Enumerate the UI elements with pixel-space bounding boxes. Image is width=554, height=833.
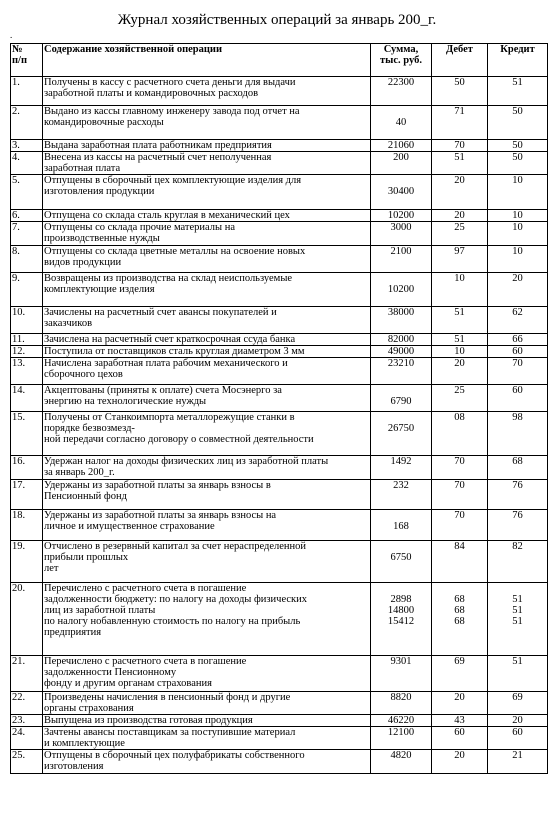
row-description: Удержаны из заработной платы за январь взносы в Пенсионный фонд	[43, 480, 371, 510]
row-number: 8.	[11, 246, 43, 273]
row-debit: 25	[432, 385, 488, 412]
row-description: Зачислены на расчетный счет авансы покупателей и заказчиков	[43, 307, 371, 334]
table-row	[11, 346, 548, 358]
row-debit: 10	[432, 273, 488, 307]
table-row	[11, 273, 548, 307]
row-debit: 60	[432, 727, 488, 750]
row-number: 23.	[11, 715, 43, 727]
header-description: Содержание хозяйственной операции	[43, 44, 371, 77]
row-description: Возвращены из производства на склад неиспользуемые комплектующие изделия	[43, 273, 371, 307]
table-row	[11, 152, 548, 175]
row-description: Отпущена со склада сталь круглая в механический цех	[43, 210, 371, 222]
row-sum: 30400	[371, 175, 432, 210]
row-credit: 60	[488, 346, 548, 358]
row-credit: 51	[488, 656, 548, 692]
row-debit: 20	[432, 175, 488, 210]
row-credit: 21	[488, 750, 548, 774]
row-description: Выпущена из производства готовая продукция	[43, 715, 371, 727]
row-number: 24.	[11, 727, 43, 750]
row-credit: 50	[488, 106, 548, 140]
row-credit: 70	[488, 358, 548, 385]
row-debit: 70	[432, 140, 488, 152]
row-number: 20.	[11, 583, 43, 656]
row-description: Удержаны из заработной платы за январь взносы на личное и имущественное страхование	[43, 510, 371, 541]
row-number: 25.	[11, 750, 43, 774]
row-credit: 20	[488, 273, 548, 307]
table-row	[11, 385, 548, 412]
row-sum: 26750	[371, 412, 432, 456]
row-debit: 43	[432, 715, 488, 727]
row-description: Начислена заработная плата рабочим механического и сборочного цехов	[43, 358, 371, 385]
row-credit: 76	[488, 480, 548, 510]
row-sum: 10200	[371, 210, 432, 222]
row-sum: 200	[371, 152, 432, 175]
row-number: 12.	[11, 346, 43, 358]
row-description: Зачислена на расчетный счет краткосрочная ссуда банка	[43, 334, 371, 346]
row-number: 22.	[11, 692, 43, 715]
row-description: Отпущены в сборочный цех полуфабрикаты собственного изготовления	[43, 750, 371, 774]
row-credit: 10	[488, 222, 548, 246]
row-credit: 76	[488, 510, 548, 541]
row-sum: 9301	[371, 656, 432, 692]
row-credit: 82	[488, 541, 548, 583]
row-description: Акцептованы (приняты к оплате) счета Мосэнерго за энергию на технологические нужды	[43, 385, 371, 412]
row-debit: 20	[432, 210, 488, 222]
table-row	[11, 541, 548, 583]
row-description: Отпущены со склада цветные металлы на освоение новых видов продукции	[43, 246, 371, 273]
row-credit: 51 51 51	[488, 583, 548, 656]
row-description: Отпущены со склада прочие материалы на производственные нужды	[43, 222, 371, 246]
row-sum: 2100	[371, 246, 432, 273]
row-debit: 20	[432, 358, 488, 385]
row-credit: 60	[488, 385, 548, 412]
row-debit: 20	[432, 750, 488, 774]
table-row	[11, 307, 548, 334]
row-number: 16.	[11, 456, 43, 480]
table-row	[11, 750, 548, 774]
table-row	[11, 715, 548, 727]
row-sum: 10200	[371, 273, 432, 307]
row-credit: 20	[488, 715, 548, 727]
table-row	[11, 175, 548, 210]
row-sum: 6790	[371, 385, 432, 412]
table-row	[11, 210, 548, 222]
row-sum: 8820	[371, 692, 432, 715]
page-title: Журнал хозяйственных операций за январь 200_г.	[117, 12, 437, 28]
row-description: Перечислено с расчетного счета в погашение задолженности Пенсионному фонду и другим органам страхования	[43, 656, 371, 692]
row-debit: 20	[432, 692, 488, 715]
row-sum: 168	[371, 510, 432, 541]
header-credit: Кредит	[488, 44, 548, 77]
row-number: 19.	[11, 541, 43, 583]
row-debit: 25	[432, 222, 488, 246]
row-sum: 2898 14800 15412	[371, 583, 432, 656]
row-description: Получены от Станкоимпорта металлорежущие станки в порядке безвозмезд- ной передачи согласно договору о совместной деятельности	[43, 412, 371, 456]
table-row	[11, 656, 548, 692]
table-row	[11, 510, 548, 541]
row-credit: 68	[488, 456, 548, 480]
row-debit: 71	[432, 106, 488, 140]
row-description: Выдана заработная плата работникам предприятия	[43, 140, 371, 152]
row-sum: 3000	[371, 222, 432, 246]
row-description: Отчислено в резервный капитал за счет нераспределенной прибыли прошлых лет	[43, 541, 371, 583]
table-row	[11, 358, 548, 385]
row-sum: 6750	[371, 541, 432, 583]
row-number: 18.	[11, 510, 43, 541]
row-debit: 84	[432, 541, 488, 583]
row-sum: 22300	[371, 77, 432, 106]
row-sum: 40	[371, 106, 432, 140]
row-sum: 38000	[371, 307, 432, 334]
row-sum: 12100	[371, 727, 432, 750]
table-row	[11, 106, 548, 140]
row-number: 21.	[11, 656, 43, 692]
table-row	[11, 334, 548, 346]
header-debit: Дебет	[432, 44, 488, 77]
table-row	[11, 456, 548, 480]
row-description: Произведены начисления в пенсионный фонд и другие органы страхования	[43, 692, 371, 715]
row-sum: 23210	[371, 358, 432, 385]
row-credit: 10	[488, 210, 548, 222]
row-number: 1.	[11, 77, 43, 106]
header-number: № п/п	[11, 44, 43, 77]
row-debit: 70	[432, 510, 488, 541]
row-debit: 68 68 68	[432, 583, 488, 656]
row-credit: 10	[488, 246, 548, 273]
row-description: Выдано из кассы главному инженеру завода под отчет на командировочные расходы	[43, 106, 371, 140]
row-number: 7.	[11, 222, 43, 246]
row-credit: 50	[488, 140, 548, 152]
row-description: Отпущены в сборочный цех комплектующие изделия для изготовления продукции	[43, 175, 371, 210]
row-sum: 49000	[371, 346, 432, 358]
table-row	[11, 412, 548, 456]
row-debit: 70	[432, 480, 488, 510]
row-credit: 66	[488, 334, 548, 346]
table-row	[11, 727, 548, 750]
row-sum: 46220	[371, 715, 432, 727]
margin-mark: .	[10, 30, 13, 40]
row-credit: 62	[488, 307, 548, 334]
row-number: 14.	[11, 385, 43, 412]
row-number: 6.	[11, 210, 43, 222]
row-description: Получены в кассу с расчетного счета деньги для выдачи заработной платы и командировочных расходов	[43, 77, 371, 106]
row-description: Внесена из кассы на расчетный счет неполученная заработная плата	[43, 152, 371, 175]
row-debit: 51	[432, 334, 488, 346]
row-number: 17.	[11, 480, 43, 510]
row-debit: 51	[432, 152, 488, 175]
row-debit: 50	[432, 77, 488, 106]
row-number: 5.	[11, 175, 43, 210]
row-description: Зачтены авансы поставщикам за поступившие материал и комплектующие	[43, 727, 371, 750]
header-sum: Сумма, тыс. руб.	[371, 44, 432, 77]
table-row	[11, 222, 548, 246]
row-number: 13.	[11, 358, 43, 385]
row-debit: 51	[432, 307, 488, 334]
row-number: 4.	[11, 152, 43, 175]
table-row	[11, 480, 548, 510]
row-credit: 10	[488, 175, 548, 210]
table-row	[11, 246, 548, 273]
row-credit: 60	[488, 727, 548, 750]
row-debit: 08	[432, 412, 488, 456]
row-credit: 69	[488, 692, 548, 715]
operations-journal-table	[10, 43, 548, 774]
row-sum: 1492	[371, 456, 432, 480]
row-debit: 70	[432, 456, 488, 480]
row-description: Перечислено с расчетного счета в погашение задолженности бюджету: по налогу на доходы физических лиц из заработной платы по налогу нобавленную стоимость по налогу на прибыль предприятия	[43, 583, 371, 656]
row-debit: 69	[432, 656, 488, 692]
row-debit: 10	[432, 346, 488, 358]
row-sum: 232	[371, 480, 432, 510]
row-debit: 97	[432, 246, 488, 273]
row-number: 10.	[11, 307, 43, 334]
row-credit: 98	[488, 412, 548, 456]
table-header-row	[11, 44, 548, 77]
row-sum: 21060	[371, 140, 432, 152]
row-number: 3.	[11, 140, 43, 152]
table-row	[11, 140, 548, 152]
table-row	[11, 583, 548, 656]
table-row	[11, 692, 548, 715]
row-credit: 50	[488, 152, 548, 175]
row-number: 11.	[11, 334, 43, 346]
row-number: 15.	[11, 412, 43, 456]
row-sum: 82000	[371, 334, 432, 346]
row-number: 2.	[11, 106, 43, 140]
row-description: Удержан налог на доходы физических лиц из заработной платы за январь 200_г.	[43, 456, 371, 480]
row-description: Поступила от поставщиков сталь круглая диаметром 3 мм	[43, 346, 371, 358]
row-sum: 4820	[371, 750, 432, 774]
table-row	[11, 77, 548, 106]
row-number: 9.	[11, 273, 43, 307]
row-credit: 51	[488, 77, 548, 106]
